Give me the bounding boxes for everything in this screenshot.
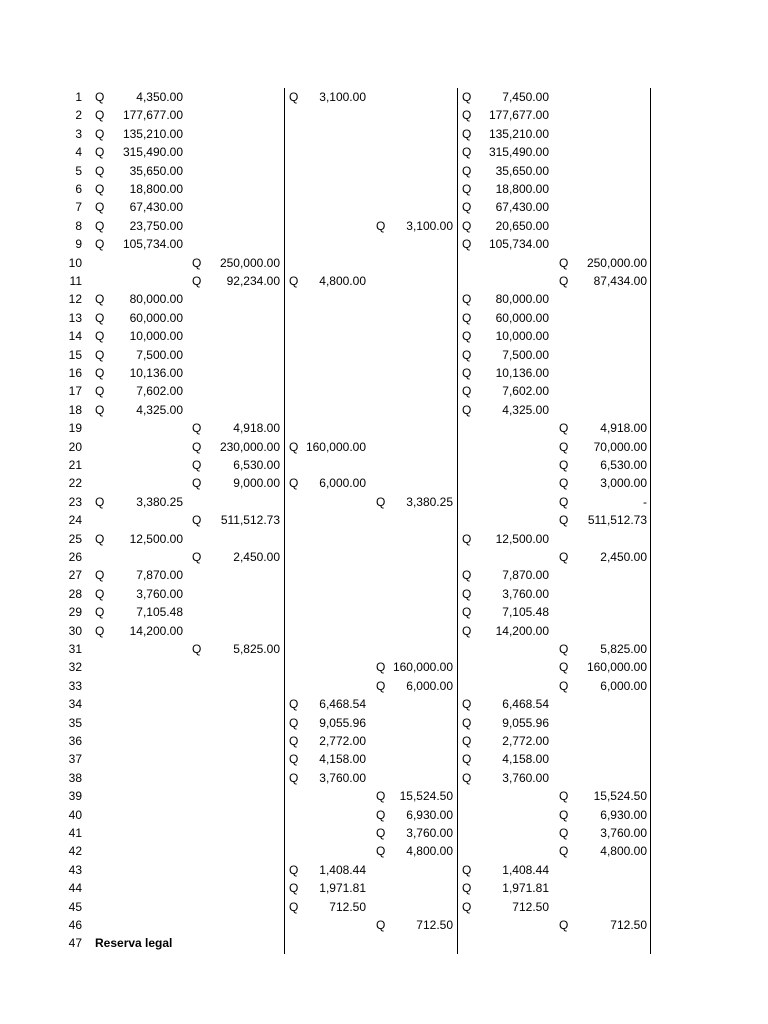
amount-c1: 4,350.00: [136, 90, 183, 104]
amount-c1: 7,105.48: [136, 605, 183, 620]
ledger-row: [0, 364, 768, 382]
amount-c5: 35,650.00: [495, 163, 549, 178]
ledger-row: [0, 327, 768, 345]
row-number: 7: [75, 200, 82, 215]
amount-c6: 250,000.00: [586, 255, 647, 270]
amount-c5: 4,325.00: [502, 402, 549, 417]
amount-c2: 250,000.00: [219, 255, 280, 270]
ledger-row: [0, 658, 768, 676]
amount-c2: 2,450.00: [233, 550, 280, 564]
currency-symbol: Q: [289, 881, 299, 896]
currency-symbol: Q: [462, 310, 472, 325]
ledger-row: [0, 125, 768, 143]
currency-symbol: Q: [462, 715, 472, 730]
ledger-row: [0, 88, 768, 106]
row-number: 5: [75, 163, 82, 178]
amount-c3: 1,408.44: [319, 862, 366, 877]
amount-c1: 7,870.00: [136, 568, 183, 583]
currency-symbol: Q: [376, 918, 386, 932]
amount-c3: 9,055.96: [319, 715, 366, 730]
column-divider: [457, 88, 458, 954]
currency-symbol: Q: [559, 826, 569, 840]
amount-c4: 4,800.00: [406, 844, 453, 859]
row-number: 13: [68, 310, 82, 325]
row-number: 23: [68, 494, 82, 509]
currency-symbol: Q: [95, 586, 105, 601]
amount-c1: 12,500.00: [129, 531, 183, 546]
currency-symbol: Q: [289, 476, 299, 491]
amount-c6: 4,800.00: [600, 844, 647, 859]
ledger-row: [0, 622, 768, 640]
currency-symbol: Q: [192, 274, 202, 288]
row-number: 47: [68, 936, 82, 951]
amount-c5: 3,760.00: [502, 586, 549, 601]
currency-symbol: Q: [462, 605, 472, 620]
ledger-row: [0, 695, 768, 713]
ledger-row: [0, 346, 768, 364]
amount-c6: -: [643, 494, 647, 509]
ledger-row: [0, 640, 768, 658]
ledger-row: [0, 272, 768, 290]
ledger-row: [0, 530, 768, 548]
ledger-row: [0, 750, 768, 768]
row-number: 39: [68, 789, 82, 804]
amount-c3: 4,158.00: [319, 752, 366, 767]
amount-c4: 6,930.00: [406, 807, 453, 822]
row-number: 33: [68, 678, 82, 693]
ledger-row: [0, 401, 768, 419]
ledger-row: [0, 382, 768, 400]
currency-symbol: Q: [95, 329, 105, 344]
currency-symbol: Q: [95, 531, 105, 546]
amount-c3: 1,971.81: [319, 881, 366, 896]
currency-symbol: Q: [559, 789, 569, 804]
ledger-row: [0, 677, 768, 695]
currency-symbol: Q: [559, 439, 569, 454]
column-divider: [284, 88, 285, 954]
row-number: 18: [68, 402, 82, 417]
currency-symbol: Q: [462, 568, 472, 583]
amount-c4: 160,000.00: [392, 660, 453, 675]
amount-c6: 2,450.00: [600, 550, 647, 564]
amount-c5: 7,870.00: [502, 568, 549, 583]
amount-c1: 60,000.00: [129, 310, 183, 325]
amount-c1: 14,200.00: [129, 623, 183, 638]
amount-c3: 2,772.00: [319, 734, 366, 748]
currency-symbol: Q: [192, 255, 202, 270]
currency-symbol: Q: [462, 586, 472, 601]
currency-symbol: Q: [462, 237, 472, 252]
currency-symbol: Q: [95, 366, 105, 380]
currency-symbol: Q: [462, 347, 472, 362]
amount-c1: 135,210.00: [122, 126, 183, 141]
currency-symbol: Q: [95, 182, 105, 196]
currency-symbol: Q: [95, 568, 105, 583]
ledger-row: [0, 511, 768, 529]
amount-c3: 6,468.54: [319, 697, 366, 712]
amount-c5: 10,136.00: [495, 366, 549, 380]
ledger-row: [0, 548, 768, 566]
row-number: 28: [68, 586, 82, 601]
currency-symbol: Q: [95, 292, 105, 307]
currency-symbol: Q: [192, 421, 202, 436]
currency-symbol: Q: [289, 752, 299, 767]
currency-symbol: Q: [95, 347, 105, 362]
amount-c5: 105,734.00: [488, 237, 549, 252]
row-number: 30: [68, 623, 82, 638]
currency-symbol: Q: [462, 881, 472, 896]
ledger-row: [0, 419, 768, 437]
ledger-row: [0, 456, 768, 474]
currency-symbol: Q: [462, 402, 472, 417]
amount-c5: 712.50: [512, 899, 549, 914]
ledger-row: [0, 162, 768, 180]
row-number: 20: [68, 439, 82, 454]
currency-symbol: Q: [462, 697, 472, 712]
currency-symbol: Q: [559, 458, 569, 472]
amount-c1: 35,650.00: [129, 163, 183, 178]
amount-c4: 3,380.25: [406, 494, 453, 509]
amount-c1: 4,325.00: [136, 402, 183, 417]
currency-symbol: Q: [462, 734, 472, 748]
amount-c3: 712.50: [329, 899, 366, 914]
amount-c5: 10,000.00: [495, 329, 549, 344]
currency-symbol: Q: [95, 145, 105, 160]
currency-symbol: Q: [95, 310, 105, 325]
amount-c6: 6,000.00: [600, 678, 647, 693]
currency-symbol: Q: [462, 384, 472, 399]
amount-c6: 160,000.00: [586, 660, 647, 675]
currency-symbol: Q: [192, 642, 202, 656]
ledger-row: [0, 309, 768, 327]
currency-symbol: Q: [559, 274, 569, 288]
ledger-row: [0, 143, 768, 161]
row-number: 45: [68, 899, 82, 914]
row-number: 2: [75, 108, 82, 123]
currency-symbol: Q: [95, 605, 105, 620]
row-number: 16: [68, 366, 82, 380]
amount-c6: 87,434.00: [593, 274, 647, 288]
amount-c1: 10,000.00: [129, 329, 183, 344]
currency-symbol: Q: [462, 752, 472, 767]
amount-c6: 5,825.00: [600, 642, 647, 656]
row-number: 4: [75, 145, 82, 160]
currency-symbol: Q: [192, 513, 202, 528]
row-number: 44: [68, 881, 82, 896]
ledger-row: [0, 474, 768, 492]
amount-c5: 7,450.00: [502, 90, 549, 104]
amount-c1: 315,490.00: [122, 145, 183, 160]
currency-symbol: Q: [376, 789, 386, 804]
currency-symbol: Q: [559, 678, 569, 693]
amount-c1: 67,430.00: [129, 200, 183, 215]
currency-symbol: Q: [289, 770, 299, 785]
currency-symbol: Q: [95, 126, 105, 141]
amount-c6: 6,530.00: [600, 458, 647, 472]
amount-c3: 3,760.00: [319, 770, 366, 785]
currency-symbol: Q: [192, 439, 202, 454]
currency-symbol: Q: [95, 90, 105, 104]
currency-symbol: Q: [462, 366, 472, 380]
currency-symbol: Q: [559, 918, 569, 932]
currency-symbol: Q: [462, 292, 472, 307]
row-number: 17: [68, 384, 82, 399]
currency-symbol: Q: [462, 623, 472, 638]
currency-symbol: Q: [462, 200, 472, 215]
ledger-row: [0, 106, 768, 124]
row-number: 8: [75, 218, 82, 233]
currency-symbol: Q: [289, 274, 299, 288]
amount-c3: 6,000.00: [319, 476, 366, 491]
currency-symbol: Q: [462, 218, 472, 233]
currency-symbol: Q: [462, 899, 472, 914]
amount-c5: 6,468.54: [502, 697, 549, 712]
row-number: 36: [68, 734, 82, 748]
currency-symbol: Q: [95, 200, 105, 215]
ledger-row: [0, 787, 768, 805]
amount-c6: 712.50: [610, 918, 647, 932]
amount-c1: 3,380.25: [136, 494, 183, 509]
amount-c4: 712.50: [416, 918, 453, 932]
amount-c2: 6,530.00: [233, 458, 280, 472]
amount-c3: 160,000.00: [305, 439, 366, 454]
currency-symbol: Q: [559, 844, 569, 859]
amount-c4: 15,524.50: [399, 789, 453, 804]
amount-c1: 177,677.00: [122, 108, 183, 123]
ledger-row: [0, 861, 768, 879]
currency-symbol: Q: [559, 807, 569, 822]
currency-symbol: Q: [289, 90, 299, 104]
row-number: 21: [68, 458, 82, 472]
currency-symbol: Q: [376, 660, 386, 675]
row-label: Reserva legal: [95, 936, 173, 951]
row-number: 35: [68, 715, 82, 730]
amount-c1: 105,734.00: [122, 237, 183, 252]
amount-c6: 511,512.73: [587, 513, 647, 528]
ledger-row: [0, 290, 768, 308]
amount-c3: 4,800.00: [319, 274, 366, 288]
ledger-row: [0, 879, 768, 897]
amount-c5: 1,971.81: [502, 881, 549, 896]
amount-c5: 18,800.00: [495, 182, 549, 196]
currency-symbol: Q: [462, 126, 472, 141]
amount-c1: 18,800.00: [129, 182, 183, 196]
ledger-row: [0, 493, 768, 511]
row-number: 6: [75, 182, 82, 196]
currency-symbol: Q: [462, 182, 472, 196]
row-number: 42: [68, 844, 82, 859]
currency-symbol: Q: [289, 862, 299, 877]
amount-c5: 60,000.00: [495, 310, 549, 325]
currency-symbol: Q: [376, 826, 386, 840]
currency-symbol: Q: [559, 421, 569, 436]
currency-symbol: Q: [95, 402, 105, 417]
currency-symbol: Q: [462, 862, 472, 877]
amount-c4: 3,100.00: [406, 218, 453, 233]
amount-c6: 70,000.00: [593, 439, 647, 454]
row-number: 43: [68, 862, 82, 877]
ledger-row: [0, 180, 768, 198]
row-number: 1: [75, 90, 82, 104]
ledger-row: [0, 934, 768, 952]
row-number: 31: [68, 642, 82, 656]
amount-c3: 3,100.00: [319, 90, 366, 104]
currency-symbol: Q: [95, 163, 105, 178]
amount-c2: 230,000.00: [219, 439, 280, 454]
amount-c2: 4,918.00: [233, 421, 280, 436]
currency-symbol: Q: [289, 715, 299, 730]
row-number: 34: [68, 697, 82, 712]
amount-c2: 5,825.00: [233, 642, 280, 656]
row-number: 24: [68, 513, 82, 528]
ledger-row: [0, 566, 768, 584]
currency-symbol: Q: [95, 494, 105, 509]
row-number: 3: [75, 126, 82, 141]
row-number: 32: [68, 660, 82, 675]
row-number: 25: [68, 531, 82, 546]
row-number: 12: [68, 292, 82, 307]
ledger-row: [0, 198, 768, 216]
amount-c6: 4,918.00: [600, 421, 647, 436]
amount-c1: 7,602.00: [136, 384, 183, 399]
ledger-row: [0, 916, 768, 934]
currency-symbol: Q: [462, 329, 472, 344]
amount-c5: 315,490.00: [488, 145, 549, 160]
amount-c5: 177,677.00: [488, 108, 549, 123]
currency-symbol: Q: [192, 476, 202, 491]
ledger-row: [0, 235, 768, 253]
row-number: 46: [68, 918, 82, 932]
row-number: 22: [68, 476, 82, 491]
ledger-row: [0, 898, 768, 916]
amount-c5: 7,105.48: [502, 605, 549, 620]
amount-c1: 3,760.00: [136, 586, 183, 601]
currency-symbol: Q: [376, 807, 386, 822]
row-number: 14: [68, 329, 82, 344]
currency-symbol: Q: [462, 90, 472, 104]
currency-symbol: Q: [95, 218, 105, 233]
amount-c5: 20,650.00: [495, 218, 549, 233]
amount-c1: 80,000.00: [129, 292, 183, 307]
currency-symbol: Q: [289, 439, 299, 454]
amount-c6: 15,524.50: [593, 789, 647, 804]
currency-symbol: Q: [192, 458, 202, 472]
amount-c1: 23,750.00: [129, 218, 183, 233]
row-number: 26: [68, 550, 82, 564]
currency-symbol: Q: [289, 899, 299, 914]
currency-symbol: Q: [559, 642, 569, 656]
amount-c5: 2,772.00: [502, 734, 549, 748]
currency-symbol: Q: [192, 550, 202, 564]
currency-symbol: Q: [559, 513, 569, 528]
row-number: 11: [69, 274, 82, 288]
currency-symbol: Q: [462, 108, 472, 123]
ledger-row: [0, 824, 768, 842]
amount-c5: 4,158.00: [502, 752, 549, 767]
currency-symbol: Q: [376, 678, 386, 693]
amount-c5: 80,000.00: [495, 292, 549, 307]
ledger-row: [0, 842, 768, 860]
amount-c2: 92,234.00: [226, 274, 280, 288]
amount-c5: 14,200.00: [495, 623, 549, 638]
amount-c4: 3,760.00: [406, 826, 453, 840]
currency-symbol: Q: [95, 384, 105, 399]
ledger-row: [0, 806, 768, 824]
currency-symbol: Q: [559, 494, 569, 509]
amount-c5: 7,602.00: [502, 384, 549, 399]
row-number: 9: [75, 237, 82, 252]
amount-c1: 10,136.00: [129, 366, 183, 380]
amount-c4: 6,000.00: [406, 678, 453, 693]
amount-c2: 511,512.73: [220, 513, 280, 528]
ledger-row: [0, 254, 768, 272]
amount-c5: 1,408.44: [502, 862, 549, 877]
currency-symbol: Q: [559, 476, 569, 491]
column-divider: [650, 88, 651, 954]
currency-symbol: Q: [559, 660, 569, 675]
ledger-row: [0, 585, 768, 603]
currency-symbol: Q: [462, 145, 472, 160]
currency-symbol: Q: [95, 623, 105, 638]
amount-c5: 12,500.00: [495, 531, 549, 546]
currency-symbol: Q: [559, 255, 569, 270]
row-number: 37: [68, 752, 82, 767]
row-number: 15: [68, 347, 82, 362]
currency-symbol: Q: [559, 550, 569, 564]
ledger-row: [0, 603, 768, 621]
ledger-row: [0, 438, 768, 456]
currency-symbol: Q: [95, 108, 105, 123]
row-number: 19: [68, 421, 82, 436]
amount-c6: 3,760.00: [600, 826, 647, 840]
row-number: 29: [68, 605, 82, 620]
ledger-row: [0, 714, 768, 732]
amount-c6: 6,930.00: [600, 807, 647, 822]
ledger-row: [0, 732, 768, 750]
ledger-row: [0, 769, 768, 787]
amount-c5: 9,055.96: [502, 715, 549, 730]
currency-symbol: Q: [462, 531, 472, 546]
currency-symbol: Q: [462, 163, 472, 178]
row-number: 27: [68, 568, 82, 583]
row-number: 41: [68, 826, 82, 840]
amount-c6: 3,000.00: [600, 476, 647, 491]
ledger-row: [0, 217, 768, 235]
row-number: 40: [68, 807, 82, 822]
currency-symbol: Q: [376, 844, 386, 859]
amount-c5: 67,430.00: [495, 200, 549, 215]
row-number: 10: [68, 255, 82, 270]
amount-c5: 135,210.00: [488, 126, 549, 141]
currency-symbol: Q: [376, 218, 386, 233]
currency-symbol: Q: [462, 770, 472, 785]
currency-symbol: Q: [95, 237, 105, 252]
currency-symbol: Q: [289, 734, 299, 748]
amount-c5: 3,760.00: [502, 770, 549, 785]
amount-c2: 9,000.00: [233, 476, 280, 491]
row-number: 38: [68, 770, 82, 785]
currency-symbol: Q: [376, 494, 386, 509]
currency-symbol: Q: [289, 697, 299, 712]
amount-c5: 7,500.00: [502, 347, 549, 362]
amount-c1: 7,500.00: [136, 347, 183, 362]
